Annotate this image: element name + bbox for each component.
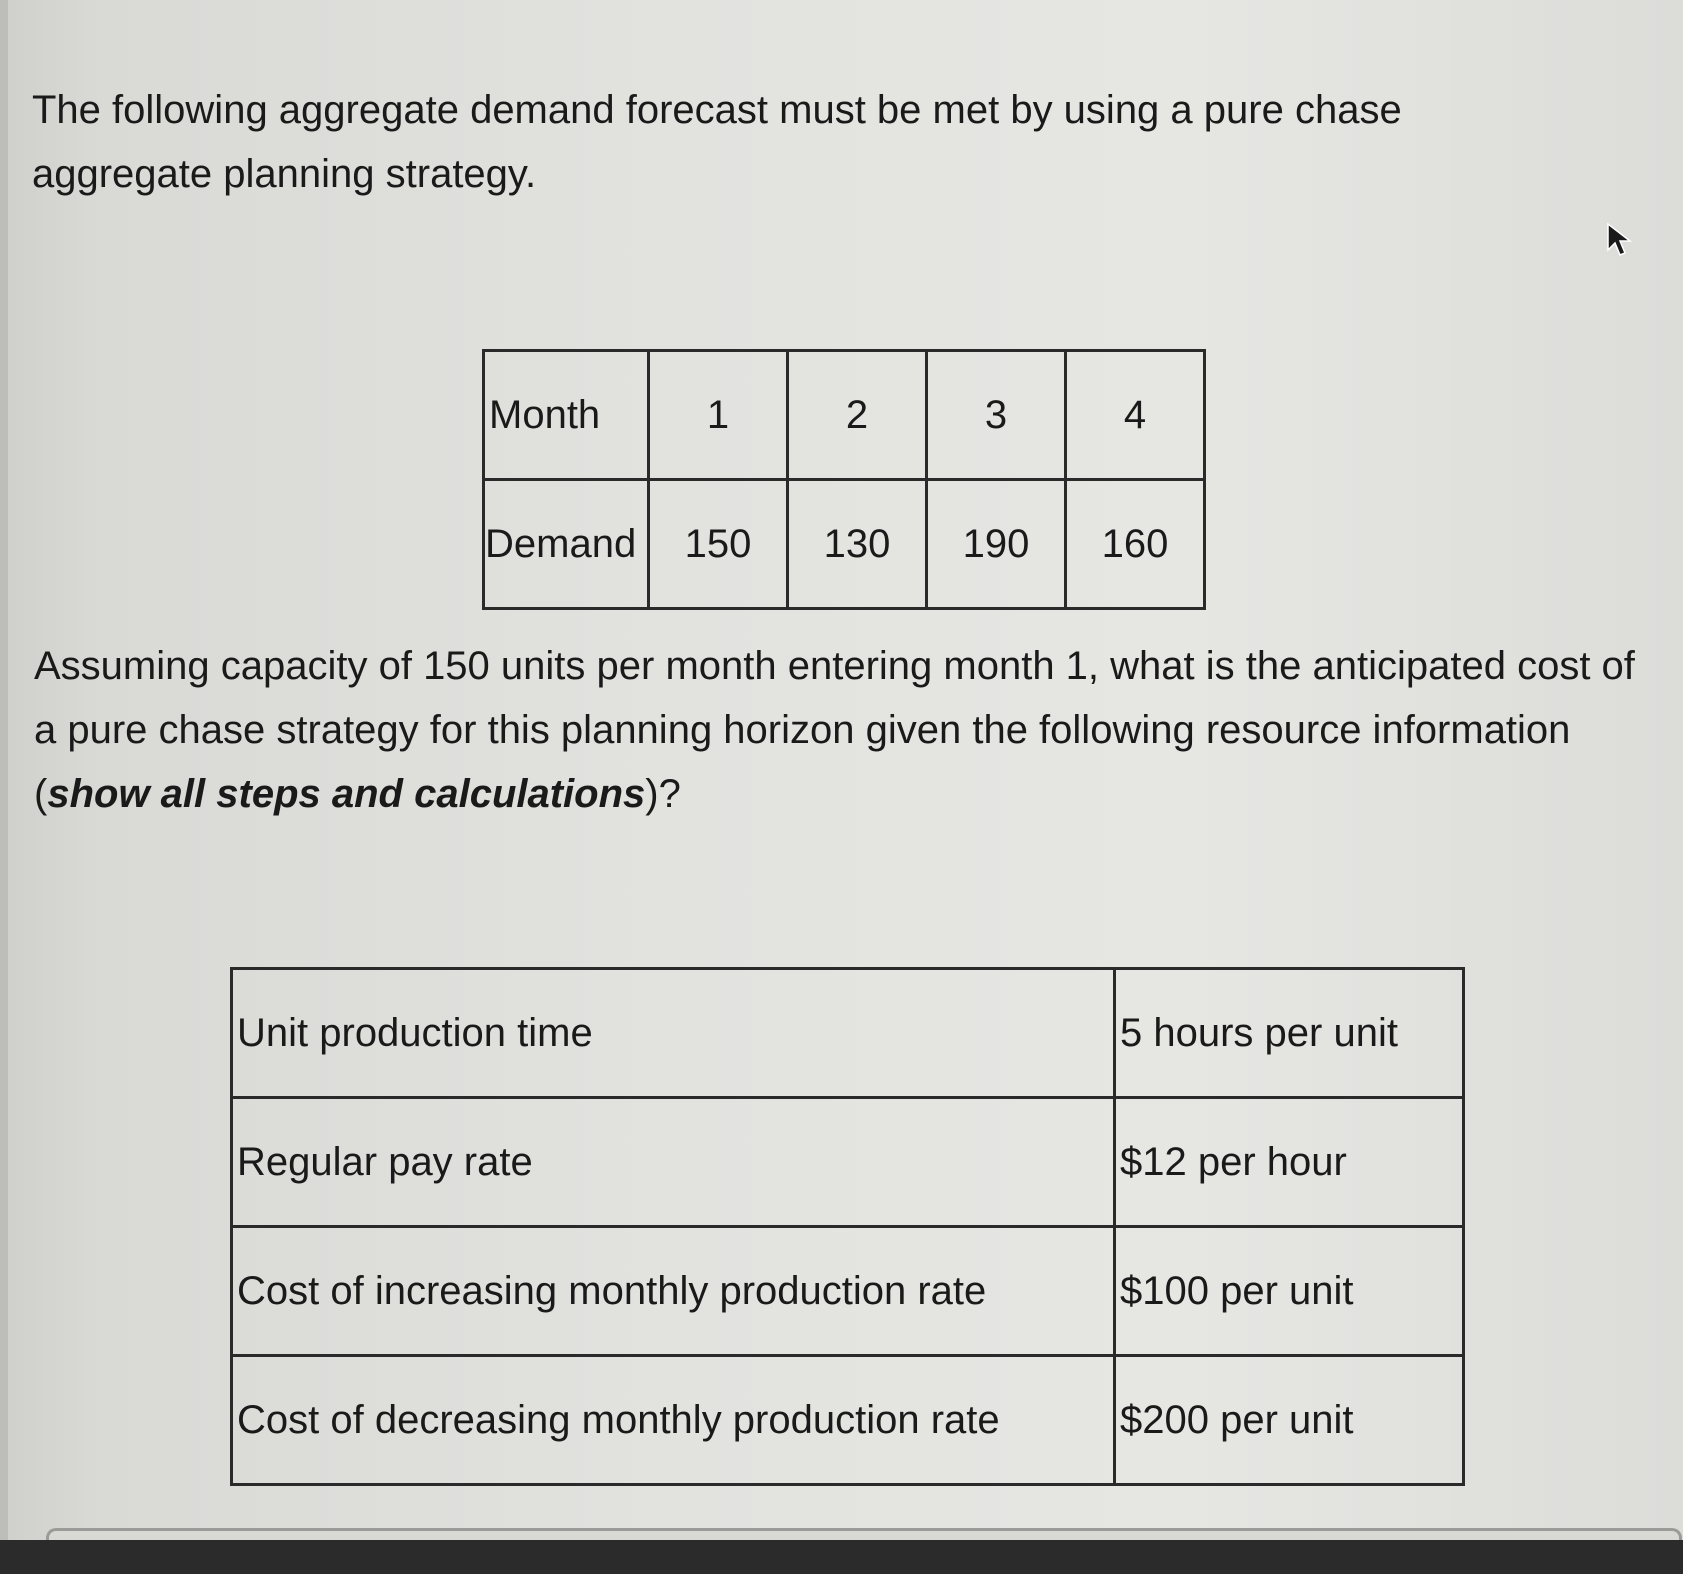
month-cell: 2 [788, 351, 927, 480]
table-row [232, 1227, 1464, 1356]
demand-header-cell: Demand [484, 480, 649, 609]
demand-row [484, 480, 1205, 609]
mouse-pointer-icon [1606, 222, 1636, 258]
table-row [232, 1356, 1464, 1485]
month-cell: 1 [649, 351, 788, 480]
resource-value: $12 per hour [1115, 1098, 1464, 1227]
photo-left-edge [0, 0, 8, 1574]
question-text-before: Assuming capacity of 150 units per month entering month 1, what is the anticipated cost of a pure chase strategy for this planning horizon given the following resource information ( [34, 644, 1635, 816]
resource-value: 5 hours per unit [1115, 969, 1464, 1098]
question-emphasis: show all steps and calculations [47, 772, 646, 816]
intro-text: The following aggregate demand forecast must be met by using a pure chase aggregate planning strategy. [32, 88, 1402, 196]
resource-value: $200 per unit [1115, 1356, 1464, 1485]
table-row [232, 1098, 1464, 1227]
resource-label: Cost of decreasing monthly production rate [232, 1356, 1115, 1485]
demand-cell: 150 [649, 480, 788, 609]
resource-label: Cost of increasing monthly production rate [232, 1227, 1115, 1356]
question-text-after: )? [645, 772, 681, 816]
resource-label: Unit production time [232, 969, 1115, 1098]
screen-bottom-bezel [0, 1540, 1683, 1574]
resource-value: $100 per unit [1115, 1227, 1464, 1356]
month-row [484, 351, 1205, 480]
resource-label: Regular pay rate [232, 1098, 1115, 1227]
resource-information-table [230, 967, 1465, 1486]
demand-forecast-table [482, 349, 1206, 610]
month-cell: 3 [927, 351, 1066, 480]
demand-cell: 190 [927, 480, 1066, 609]
month-cell: 4 [1066, 351, 1205, 480]
table-row [232, 969, 1464, 1098]
question-text [34, 634, 1644, 826]
month-header-cell: Month [484, 351, 649, 480]
demand-cell: 130 [788, 480, 927, 609]
demand-cell: 160 [1066, 480, 1205, 609]
